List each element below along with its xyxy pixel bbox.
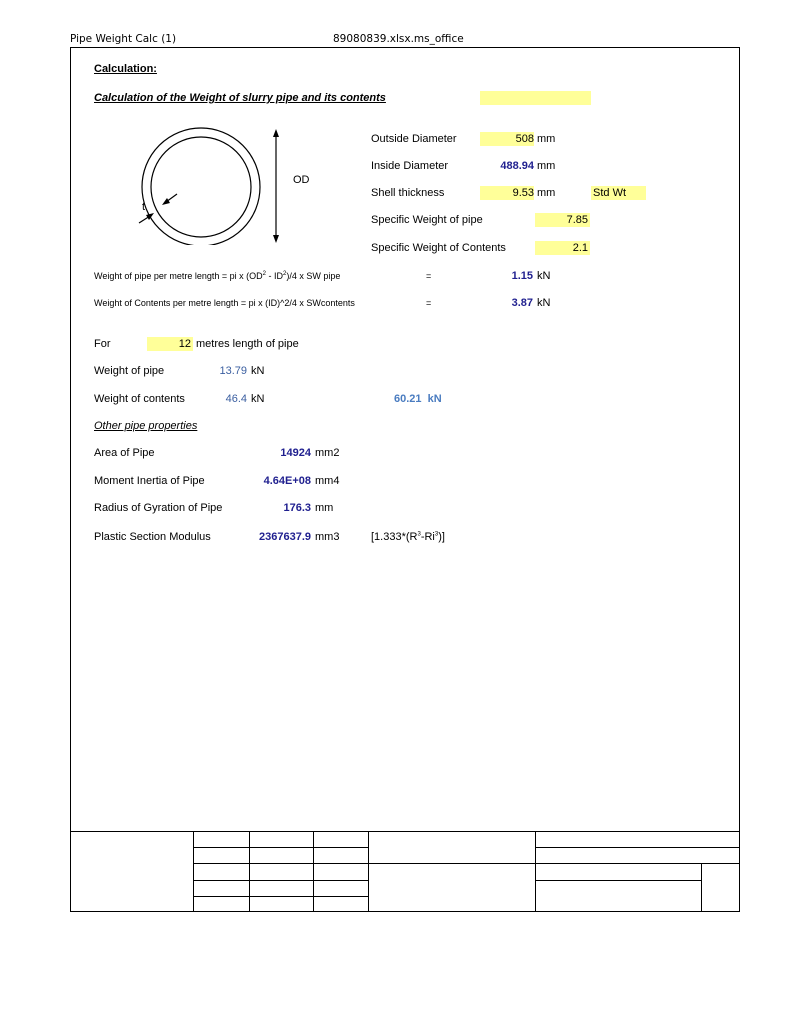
thickness-label: t bbox=[142, 201, 146, 213]
area-label: Area of Pipe bbox=[94, 447, 155, 459]
inertia-unit: mm4 bbox=[315, 475, 340, 487]
od-label: OD bbox=[293, 174, 310, 186]
shell-thickness-label: Shell thickness bbox=[371, 187, 445, 199]
weight-contents-unit: kN bbox=[251, 393, 265, 405]
std-wt-cell[interactable]: Std Wt bbox=[591, 186, 646, 200]
area-value: 14924 bbox=[280, 447, 311, 459]
inertia-label: Moment Inertia of Pipe bbox=[94, 475, 205, 487]
inside-diameter-unit: mm bbox=[537, 160, 556, 172]
contents-weight-formula: Weight of Contents per metre length = pi x (ID)^2/4 x SWcontents bbox=[94, 298, 355, 308]
sw-contents-value[interactable]: 2.1 bbox=[535, 241, 590, 255]
gyration-label: Radius of Gyration of Pipe bbox=[94, 502, 223, 514]
inside-diameter-value: 488.94 bbox=[500, 160, 534, 172]
sw-pipe-label: Specific Weight of pipe bbox=[371, 214, 483, 226]
file-name: 89080839.xlsx.ms_office bbox=[333, 33, 464, 45]
outside-diameter-label: Outside Diameter bbox=[371, 133, 457, 145]
total-weight: 60.21 kN bbox=[394, 393, 442, 405]
shell-thickness-unit: mm bbox=[537, 187, 556, 199]
outside-diameter-unit: mm bbox=[537, 133, 556, 145]
section-title: Calculation: bbox=[94, 63, 157, 75]
calc-subtitle: Calculation of the Weight of slurry pipe and its contents bbox=[94, 92, 386, 104]
length-value[interactable]: 12 bbox=[147, 337, 193, 351]
gyration-value: 176.3 bbox=[283, 502, 311, 514]
contents-weight-unit: kN bbox=[537, 297, 551, 309]
weight-pipe-value: 13.79 bbox=[219, 365, 247, 377]
pipe-weight-unit: kN bbox=[537, 270, 551, 282]
plastic-unit: mm3 bbox=[315, 531, 340, 543]
weight-contents-value: 46.4 bbox=[225, 393, 247, 405]
pipe-weight-equals: = bbox=[426, 271, 432, 281]
shell-thickness-value[interactable]: 9.53 bbox=[480, 186, 534, 200]
plastic-label: Plastic Section Modulus bbox=[94, 531, 211, 543]
sheet-title: Pipe Weight Calc (1) bbox=[70, 33, 177, 45]
weight-pipe-label: Weight of pipe bbox=[94, 365, 165, 377]
contents-weight-per-metre: 3.87 bbox=[511, 297, 533, 309]
for-label: For bbox=[94, 338, 111, 350]
highlight-cell bbox=[480, 91, 591, 105]
plastic-formula: $[1.333*(R^3-Ri^3)]$ bbox=[371, 531, 445, 543]
length-unit-label: metres length of pipe bbox=[196, 338, 299, 350]
other-properties-title: Other pipe properties bbox=[94, 420, 198, 432]
sw-pipe-value[interactable]: 7.85 bbox=[535, 213, 590, 227]
pipe-weight-per-metre: 1.15 bbox=[511, 270, 533, 282]
outside-diameter-value[interactable]: 508 bbox=[480, 132, 534, 146]
gyration-unit: mm bbox=[315, 502, 334, 514]
inside-diameter-label: Inside Diameter bbox=[371, 160, 449, 172]
pipe-weight-formula: Weight of pipe per metre length = pi x $(OD^2 - ID^2)/4$ x SW pipe bbox=[94, 271, 341, 281]
area-unit: mm2 bbox=[315, 447, 340, 459]
weight-contents-label: Weight of contents bbox=[94, 393, 185, 405]
sw-contents-label: Specific Weight of Contents bbox=[371, 242, 506, 254]
plastic-value: 2367637.9 bbox=[259, 531, 311, 543]
weight-pipe-unit: kN bbox=[251, 365, 265, 377]
contents-weight-equals: = bbox=[426, 298, 432, 308]
inertia-value: 4.64E+08 bbox=[263, 475, 311, 487]
